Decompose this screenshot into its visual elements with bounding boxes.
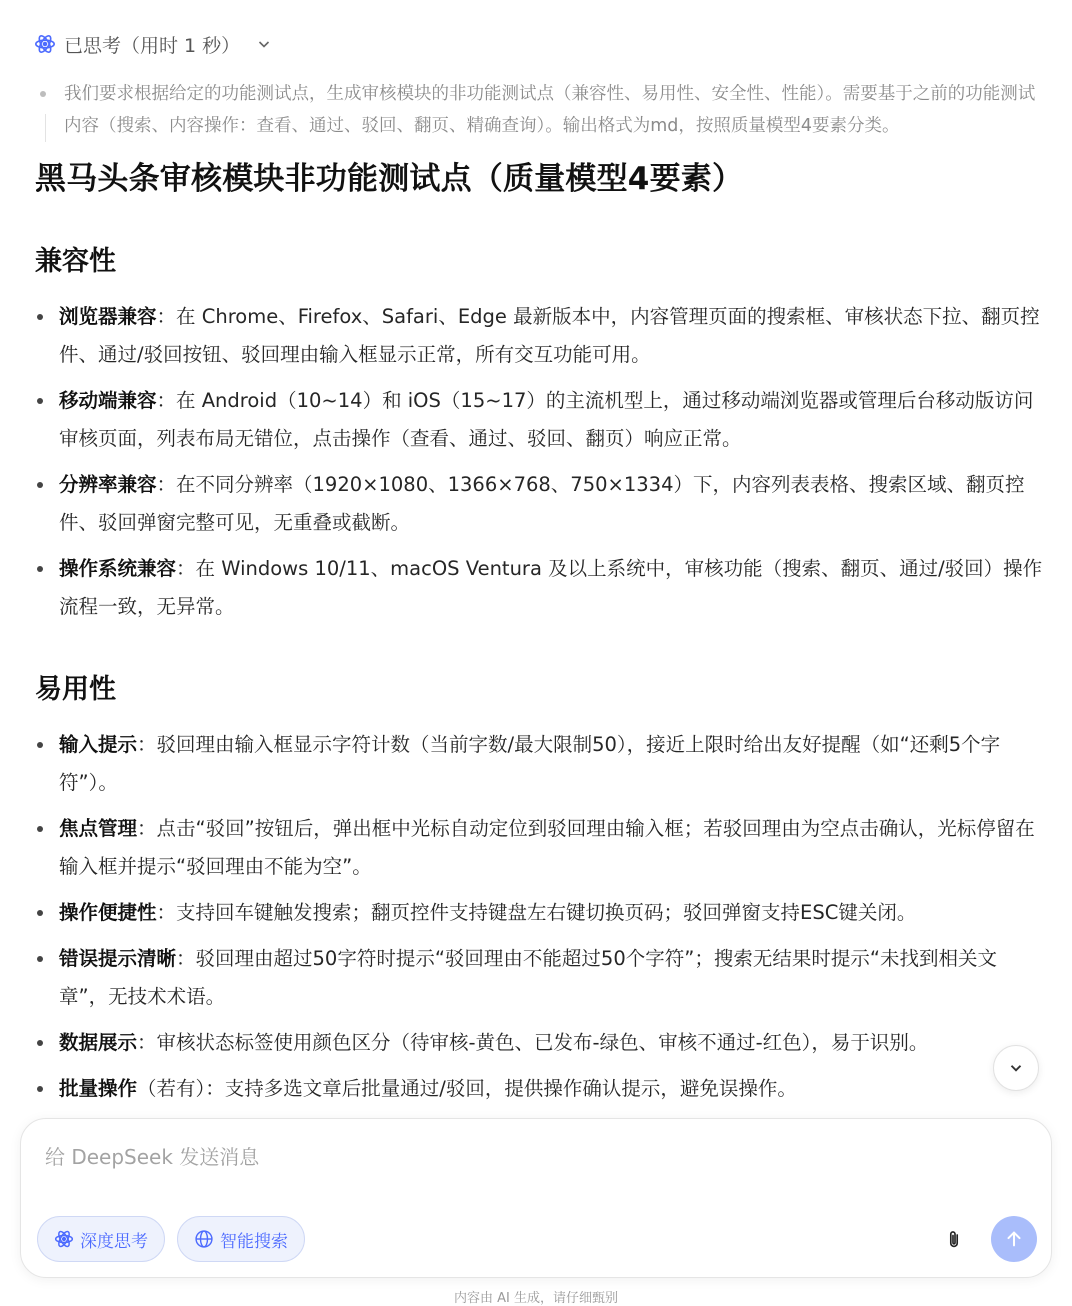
arrow-up-icon <box>1003 1228 1025 1250</box>
list-item <box>35 466 1045 542</box>
list-item <box>35 1024 1045 1062</box>
web-search-label: 智能搜索 <box>220 1231 288 1252</box>
deep-think-label: 深度思考 <box>80 1231 148 1252</box>
web-search-button[interactable] <box>177 1216 305 1262</box>
deep-think-icon <box>54 1229 74 1249</box>
chevron-down-icon <box>1007 1059 1025 1077</box>
chevron-down-icon <box>256 36 272 52</box>
deep-think-icon <box>34 33 56 55</box>
item-text: ：在 Chrome、Firefox、Safari、Edge 最新版本中，内容管理页面的搜索框、审核状态下拉、翻页控件、通过/驳回按钮、驳回理由输入框显示正常，所有交互功能可用。 <box>59 305 1040 366</box>
item-label: 错误提示清晰 <box>59 947 177 970</box>
thinking-toggle[interactable] <box>34 30 272 58</box>
thinking-content <box>40 78 1040 142</box>
item-label: 焦点管理 <box>59 817 138 840</box>
item-label: 输入提示 <box>59 733 138 756</box>
item-text: ：点击“驳回”按钮后，弹出框中光标自动定位到驳回理由输入框；若驳回理由为空点击确认，光标停留在输入框并提示“驳回理由不能为空”。 <box>59 817 1035 878</box>
item-label: 浏览器兼容 <box>59 305 157 328</box>
list-item <box>35 382 1045 458</box>
globe-icon <box>194 1229 214 1249</box>
item-label: 数据展示 <box>59 1031 138 1054</box>
item-text: ：支持回车键触发搜索；翻页控件支持键盘左右键切换页码；驳回弹窗支持ESC键关闭。 <box>156 901 917 924</box>
bullet-dot <box>40 91 46 97</box>
list-item <box>35 894 1045 932</box>
attach-file-button[interactable] <box>939 1225 969 1255</box>
item-label: 操作便捷性 <box>59 901 157 924</box>
item-label: 移动端兼容 <box>59 389 157 412</box>
ai-disclaimer: 内容由 AI 生成，请仔细甄别 <box>454 1291 618 1306</box>
list-item <box>35 810 1045 886</box>
list-item <box>35 726 1045 802</box>
page-title: 黑马头条审核模块非功能测试点（质量模型4要素） <box>35 161 744 197</box>
list-item <box>35 1070 1045 1108</box>
item-text: （若有）：支持多选文章后批量通过/驳回，提供操作确认提示，避免误操作。 <box>137 1077 797 1100</box>
item-label: 分辨率兼容 <box>59 473 157 496</box>
message-input[interactable] <box>43 1139 1027 1203</box>
list-item <box>35 550 1045 626</box>
item-label: 操作系统兼容 <box>59 557 177 580</box>
compatibility-list <box>35 298 1045 626</box>
item-label: 批量操作 <box>59 1077 138 1100</box>
send-button[interactable] <box>991 1216 1037 1262</box>
item-text: ：在 Android（10~14）和 iOS（15~17）的主流机型上，通过移动端浏览器或管理后台移动版访问审核页面，列表布局无错位，点击操作（查看、通过、驳回、翻页）响应正常。 <box>59 389 1034 450</box>
thinking-text: 我们要求根据给定的功能测试点，生成审核模块的非功能测试点（兼容性、易用性、安全性、性能）。需要基于之前的功能测试内容（搜索、内容操作：查看、通过、驳回、翻页、精确查询）。输出格式为md，按照质量模型4要素分类。 <box>64 84 1036 136</box>
item-text: ：驳回理由输入框显示字符计数（当前字数/最大限制50），接近上限时给出友好提醒（如“还剩5个字符”）。 <box>59 733 1001 794</box>
thinking-status-label: 已思考（用时 1 秒） <box>64 34 241 57</box>
deep-think-button[interactable] <box>37 1216 165 1262</box>
list-item <box>35 940 1045 1016</box>
thinking-divider <box>45 114 46 142</box>
item-text: ：驳回理由超过50字符时提示“驳回理由不能超过50个字符”；搜索无结果时提示“未找到相关文章”，无技术术语。 <box>59 947 997 1008</box>
scroll-to-bottom-button[interactable] <box>993 1045 1039 1091</box>
usability-list <box>35 726 1045 1108</box>
paperclip-icon <box>943 1229 965 1251</box>
item-text: ：在不同分辨率（1920×1080、1366×768、750×1334）下，内容列表表格、搜索区域、翻页控件、驳回弹窗完整可见，无重叠或截断。 <box>59 473 1025 534</box>
section-heading-compatibility: 兼容性 <box>35 246 116 277</box>
item-text: ：在 Windows 10/11、macOS Ventura 及以上系统中，审核功能（搜索、翻页、通过/驳回）操作流程一致，无异常。 <box>59 557 1043 618</box>
answer-content <box>35 150 1045 1116</box>
list-item <box>35 298 1045 374</box>
section-heading-usability: 易用性 <box>35 674 116 705</box>
item-text: ：审核状态标签使用颜色区分（待审核-黄色、已发布-绿色、审核不通过-红色），易于识别。 <box>137 1031 929 1054</box>
message-composer <box>20 1118 1052 1278</box>
